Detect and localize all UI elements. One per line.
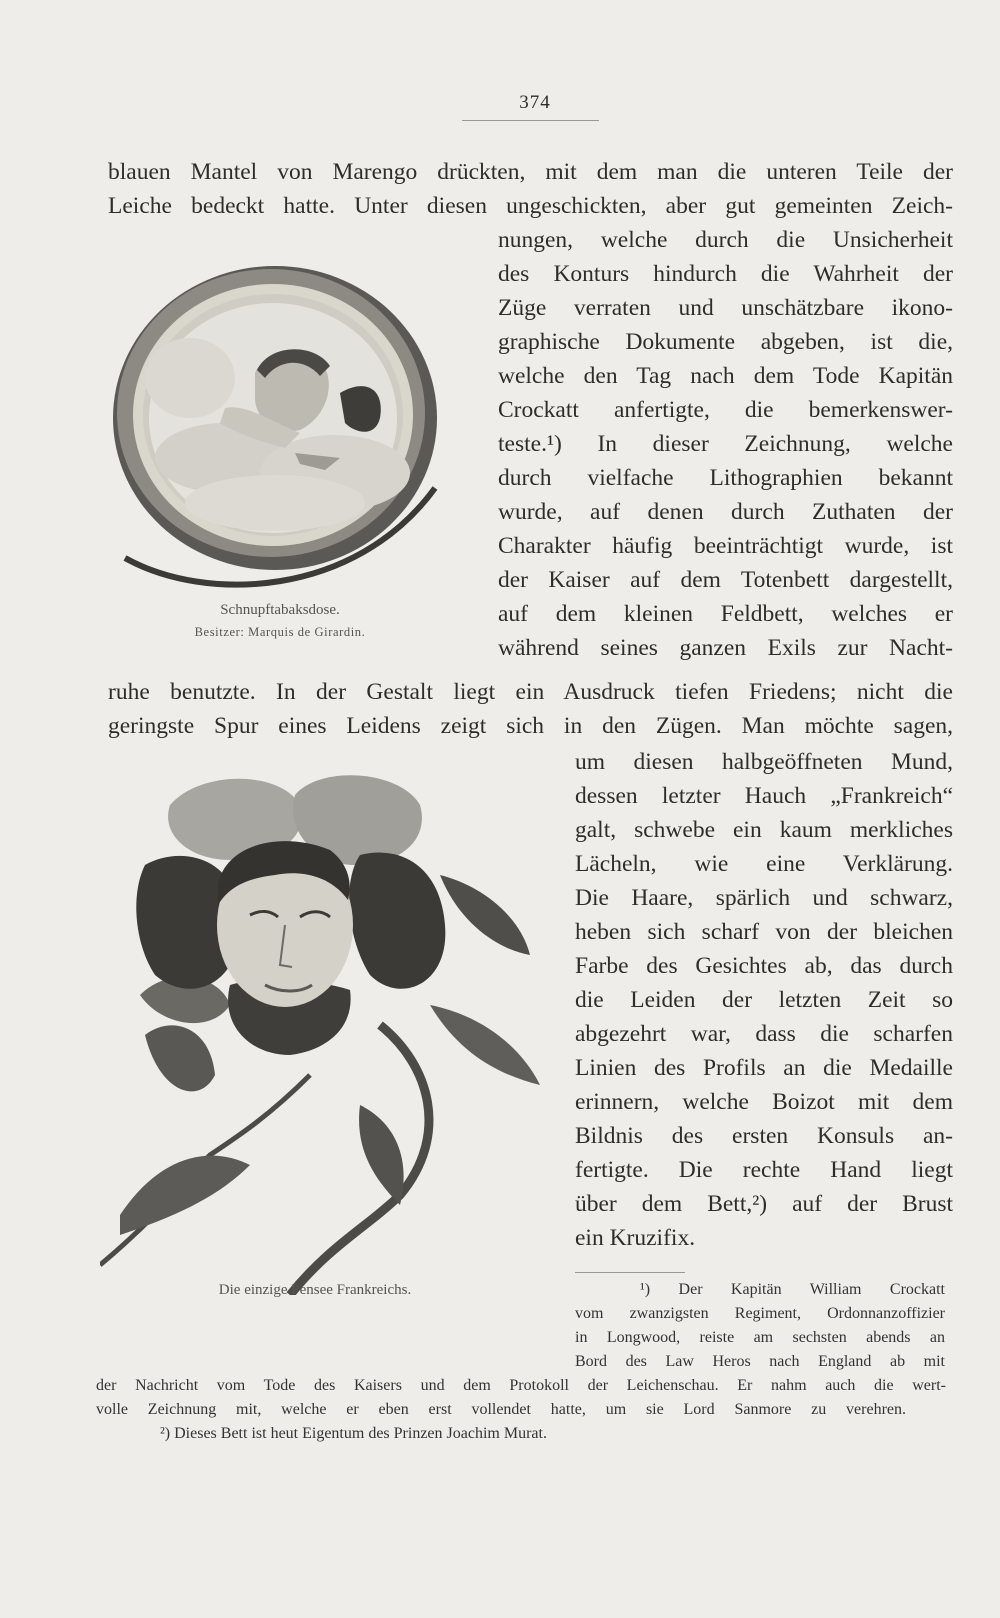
page-number: 374 [519, 92, 551, 113]
header-rule [462, 120, 599, 121]
text-line: nungen, welche durch die Unsicherheit [498, 227, 953, 253]
text-line: galt, schwebe ein kaum merkliches [575, 817, 953, 843]
text-line: welche den Tag nach dem Tode Kapitän [498, 363, 953, 389]
text-line: dessen letzter Hauch „Frankreich“ [575, 783, 953, 809]
text-line: der Kaiser auf dem Totenbett dargestellt, [498, 567, 953, 593]
text-line: auf dem kleinen Feldbett, welches er [498, 601, 953, 627]
footnote-line: vom zwanzigsten Regiment, Ordonnanzoffizier [575, 1305, 945, 1322]
text-line: über dem Bett,²) auf der Brust [575, 1191, 953, 1217]
text-line: Charakter häufig beeinträchtigt wurde, ist [498, 533, 953, 559]
footnote-line: ¹) Der Kapitän William Crockatt [640, 1281, 945, 1298]
footnote-line: Bord des Law Heros nach England ab mit [575, 1353, 945, 1370]
snuffbox-caption-owner: Besitzer: Marquis de Girardin. [194, 625, 366, 639]
text-line: des Konturs hindurch die Wahrheit der [498, 261, 953, 287]
text-line: teste.¹) In dieser Zeichnung, welche [498, 431, 953, 457]
text-line: ruhe benutzte. In der Gestalt liegt ein Ausdruck tiefen Friedens; nicht die [108, 679, 953, 705]
text-line: Leiche bedeckt hatte. Unter diesen ungeschickten, aber gut gemeinten Zeich- [108, 193, 953, 219]
text-line: erinnern, welche Boizot mit dem [575, 1089, 953, 1115]
text-line: ein Kruzifix. [575, 1225, 696, 1251]
text-line: wurde, auf denen durch Zuthaten der [498, 499, 953, 525]
text-line: durch vielfache Lithographien bekannt [498, 465, 953, 491]
snuffbox-illustration [105, 258, 460, 598]
text-line: Farbe des Gesichtes ab, das durch [575, 953, 953, 979]
pansy-caption: Die einzige Pensee Frankreichs. [218, 1282, 412, 1298]
text-line: Lächeln, wie eine Verklärung. [575, 851, 953, 877]
text-line: Die Haare, spärlich und schwarz, [575, 885, 953, 911]
text-line: Züge verraten und unschätzbare ikono- [498, 295, 953, 321]
text-line: die Leiden der letzten Zeit so [575, 987, 953, 1013]
footnote-line: in Longwood, reiste am sechsten abends an [575, 1329, 945, 1346]
text-line: fertigte. Die rechte Hand liegt [575, 1157, 953, 1183]
footnote-line: volle Zeichnung mit, welche er eben erst vollendet hatte, um sie Lord Sanmore zu verehren. [96, 1401, 906, 1418]
text-line: Linien des Profils an die Medaille [575, 1055, 953, 1081]
footnote-2: ²) Dieses Bett ist heut Eigentum des Prinzen Joachim Murat. [160, 1425, 547, 1442]
text-line: graphische Dokumente abgeben, ist die, [498, 329, 953, 355]
text-line: während seines ganzen Exils zur Nacht- [498, 635, 953, 661]
text-line: heben sich scharf von der bleichen [575, 919, 953, 945]
footnote-line: der Nachricht vom Tode des Kaisers und dem Protokoll der Leichenschau. Er nahm auch die wert- [96, 1377, 946, 1394]
snuffbox-caption-title: Schnupftabaksdose. [220, 602, 340, 618]
text-line: abgezehrt war, dass die scharfen [575, 1021, 953, 1047]
pansy-illustration [100, 775, 540, 1295]
text-line: Crockatt anfertigte, die bemerkenswer- [498, 397, 953, 423]
text-line: Bildnis des ersten Konsuls an- [575, 1123, 953, 1149]
text-line: geringste Spur eines Leidens zeigt sich in den Zügen. Man möchte sagen, [108, 713, 953, 739]
text-line: um diesen halbgeöffneten Mund, [575, 749, 953, 775]
text-line: blauen Mantel von Marengo drückten, mit dem man die unteren Teile der [108, 159, 953, 185]
footnote-rule [575, 1272, 685, 1273]
